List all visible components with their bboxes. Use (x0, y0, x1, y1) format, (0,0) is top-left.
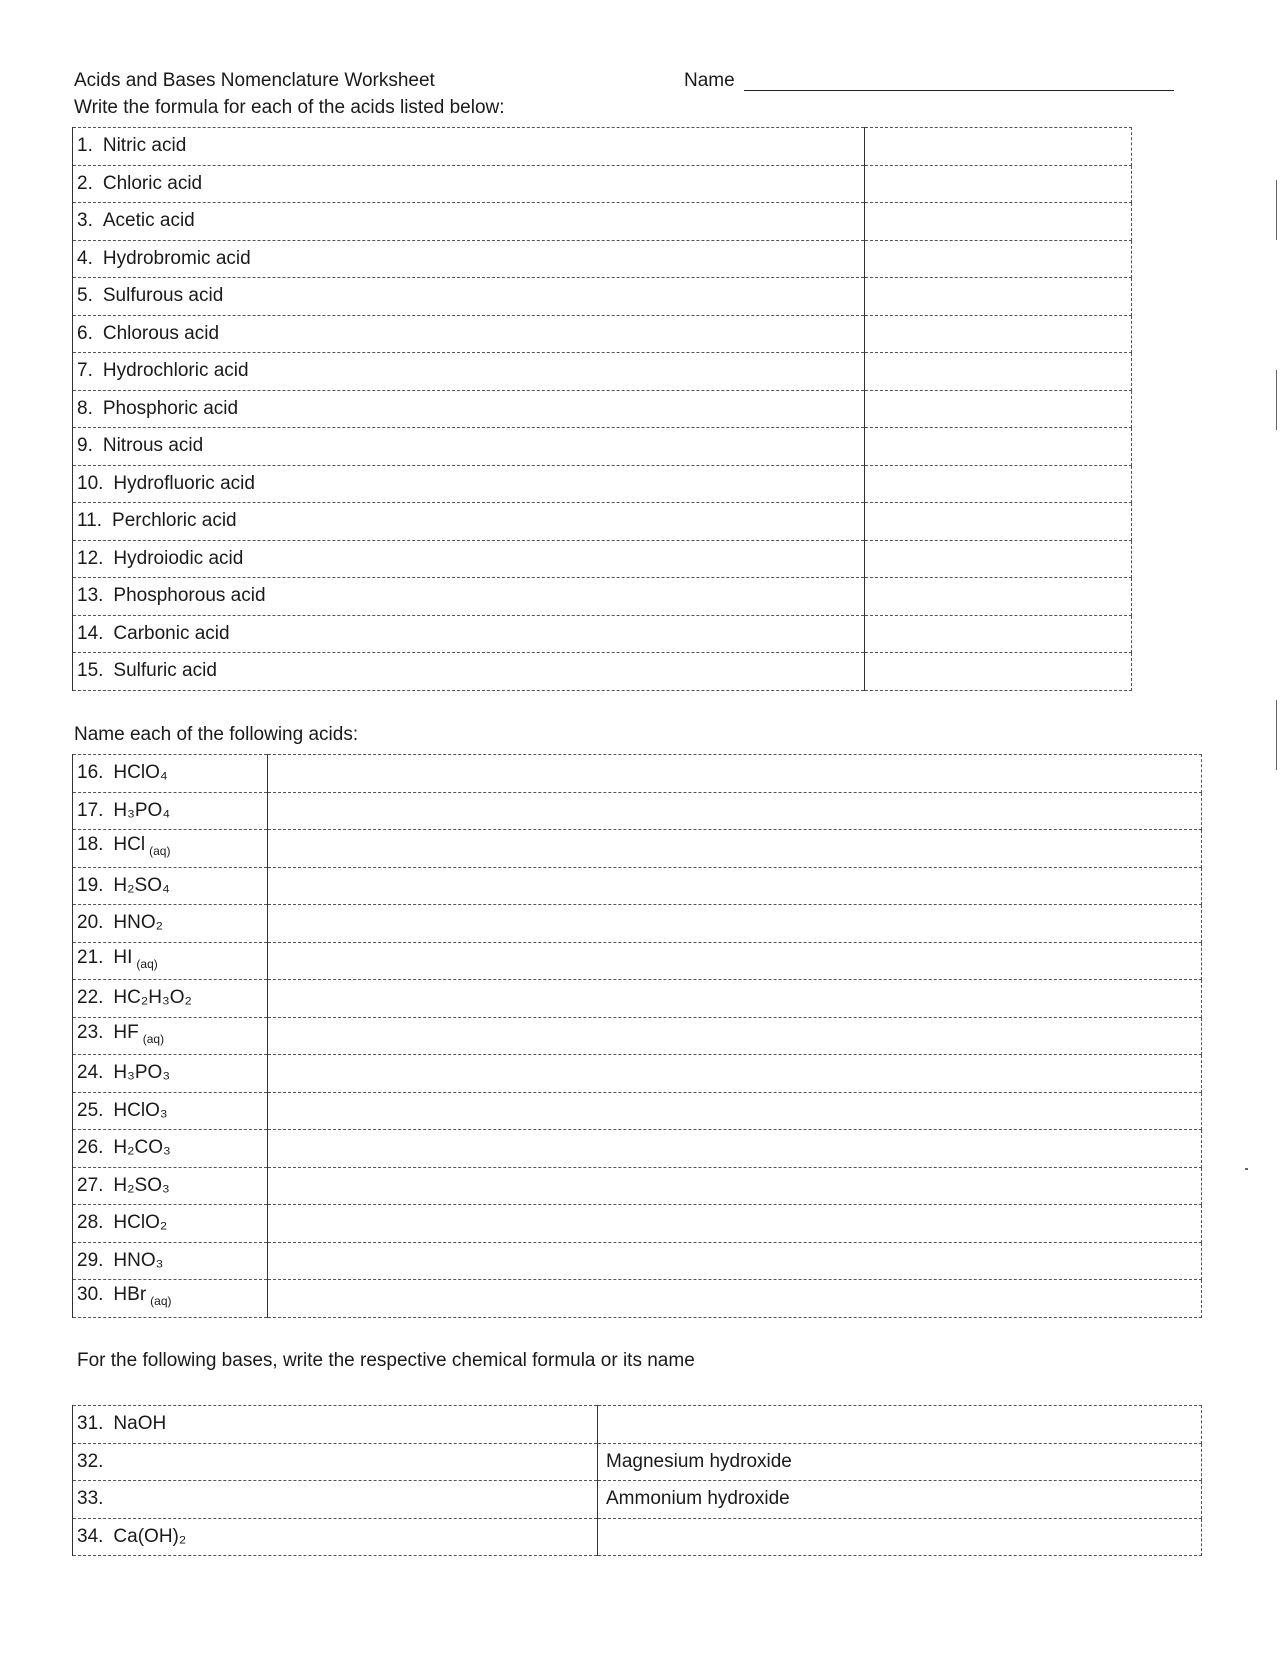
scan-mark (1245, 1168, 1248, 1170)
acid-formula: H₃PO₄ (113, 799, 171, 821)
scan-mark (1276, 700, 1277, 770)
acid-name: Sulfuric acid (113, 660, 217, 682)
acid-name-cell (73, 165, 865, 203)
base-name: Magnesium hydroxide (606, 1450, 792, 1472)
item-number: 32. (77, 1450, 104, 1472)
acid-formula-cell (73, 1167, 268, 1205)
acid-formula-cell (73, 755, 268, 793)
base-right-cell[interactable] (598, 1518, 1202, 1556)
acid-name-cell (73, 465, 865, 503)
table-row (73, 465, 1132, 503)
acid-formula: H₂CO₃ (113, 1137, 171, 1159)
item-number: 34. (77, 1525, 104, 1547)
name-answer-cell[interactable] (268, 830, 1202, 868)
acid-formula-cell (73, 1017, 268, 1055)
table-row (73, 428, 1132, 466)
base-formula: NaOH (113, 1413, 167, 1435)
acid-formula-table (72, 127, 1132, 691)
table-row (73, 1205, 1202, 1243)
name-input-line[interactable] (744, 90, 1174, 91)
acid-name: Chloric acid (102, 172, 203, 194)
acid-name-cell (73, 128, 865, 166)
item-number: 26. (77, 1137, 104, 1159)
name-answer-cell[interactable] (268, 1017, 1202, 1055)
acid-name: Phosphorous acid (113, 585, 266, 607)
name-answer-cell[interactable] (268, 1280, 1202, 1318)
base-right-cell[interactable] (598, 1406, 1202, 1444)
formula-answer-cell[interactable] (865, 203, 1132, 241)
base-right-cell (598, 1443, 1202, 1481)
acid-formula: HBr (113, 1284, 147, 1306)
table-row (73, 1481, 1202, 1519)
state-subscript: (aq) (149, 844, 171, 859)
table-row (73, 353, 1132, 391)
base-left-cell[interactable] (73, 1443, 598, 1481)
item-number: 24. (77, 1062, 104, 1084)
table-row (73, 1518, 1202, 1556)
formula-answer-cell[interactable] (865, 503, 1132, 541)
acid-name: Carbonic acid (113, 622, 230, 644)
formula-answer-cell[interactable] (865, 353, 1132, 391)
acid-formula: HCl (113, 834, 146, 856)
item-number: 20. (77, 912, 104, 934)
scan-mark (1276, 370, 1277, 430)
acid-formula-cell (73, 792, 268, 830)
table-row (73, 278, 1132, 316)
acid-name-table (72, 754, 1202, 1318)
base-left-cell[interactable] (73, 1481, 598, 1519)
acid-name-cell (73, 278, 865, 316)
section3-instruction: For the following bases, write the respective chemical formula or its name (77, 1350, 695, 1371)
worksheet-title: Acids and Bases Nomenclature Worksheet (74, 70, 435, 91)
name-answer-cell[interactable] (268, 942, 1202, 980)
acid-name: Hydroiodic acid (113, 547, 244, 569)
acid-formula: HI (113, 946, 133, 968)
acid-name: Nitric acid (102, 135, 187, 157)
acid-name-cell (73, 428, 865, 466)
item-number: 3. (77, 210, 93, 232)
name-answer-cell[interactable] (268, 1130, 1202, 1168)
table-row (73, 578, 1132, 616)
acid-name-cell (73, 315, 865, 353)
name-answer-cell[interactable] (268, 1092, 1202, 1130)
base-table (72, 1405, 1202, 1556)
item-number: 28. (77, 1212, 104, 1234)
table-row (73, 942, 1202, 980)
table-row (73, 165, 1132, 203)
table-row (73, 830, 1202, 868)
name-answer-cell[interactable] (268, 1242, 1202, 1280)
acid-formula: H₂SO₄ (113, 874, 170, 896)
item-number: 5. (77, 285, 93, 307)
item-number: 12. (77, 547, 104, 569)
name-answer-cell[interactable] (268, 867, 1202, 905)
formula-answer-cell[interactable] (865, 315, 1132, 353)
item-number: 18. (77, 834, 104, 856)
acid-name: Hydrobromic acid (102, 247, 251, 269)
state-subscript: (aq) (136, 956, 158, 971)
section2-instruction: Name each of the following acids: (74, 724, 359, 745)
acid-formula-cell (73, 1205, 268, 1243)
table-row (73, 128, 1132, 166)
table-row (73, 203, 1132, 241)
acid-formula: H₂SO₃ (113, 1174, 170, 1196)
base-left-cell (73, 1518, 598, 1556)
acid-formula-cell (73, 905, 268, 943)
acid-name-cell (73, 353, 865, 391)
name-label: Name (684, 70, 735, 91)
acid-name-cell (73, 240, 865, 278)
acid-formula-cell (73, 867, 268, 905)
acid-formula: HClO₄ (113, 762, 168, 784)
table-row (73, 1280, 1202, 1318)
table-row (73, 1055, 1202, 1093)
item-number: 29. (77, 1249, 104, 1271)
name-answer-cell[interactable] (268, 1167, 1202, 1205)
acid-formula-cell (73, 830, 268, 868)
item-number: 33. (77, 1488, 104, 1510)
acid-formula-cell (73, 1242, 268, 1280)
formula-answer-cell[interactable] (865, 465, 1132, 503)
acid-formula-cell (73, 1055, 268, 1093)
acid-name-cell (73, 540, 865, 578)
formula-answer-cell[interactable] (865, 390, 1132, 428)
item-number: 7. (77, 360, 93, 382)
formula-answer-cell[interactable] (865, 615, 1132, 653)
table-row (73, 905, 1202, 943)
table-row (73, 653, 1132, 691)
formula-answer-cell[interactable] (865, 428, 1132, 466)
formula-answer-cell[interactable] (865, 578, 1132, 616)
item-number: 4. (77, 247, 93, 269)
acid-formula-cell (73, 942, 268, 980)
item-number: 21. (77, 946, 104, 968)
acid-formula: HC₂H₃O₂ (113, 987, 192, 1009)
acid-formula: H₃PO₃ (113, 1062, 171, 1084)
acid-formula-cell (73, 980, 268, 1018)
state-subscript: (aq) (142, 1031, 165, 1046)
acid-name: Chlorous acid (102, 322, 220, 344)
acid-name-cell (73, 503, 865, 541)
table-row (73, 1167, 1202, 1205)
item-number: 1. (77, 135, 93, 157)
table-row (73, 540, 1132, 578)
item-number: 27. (77, 1174, 104, 1196)
acid-name: Nitrous acid (102, 435, 204, 457)
formula-answer-cell[interactable] (865, 278, 1132, 316)
name-answer-cell[interactable] (268, 1055, 1202, 1093)
base-left-cell (73, 1406, 598, 1444)
item-number: 6. (77, 322, 93, 344)
item-number: 10. (77, 472, 104, 494)
item-number: 8. (77, 397, 93, 419)
acid-name: Acetic acid (102, 210, 195, 232)
table-row (73, 1406, 1202, 1444)
table-row (73, 792, 1202, 830)
section1-instruction: Write the formula for each of the acids listed below: (74, 97, 505, 118)
acid-formula-cell (73, 1280, 268, 1318)
acid-formula-cell (73, 1092, 268, 1130)
item-number: 2. (77, 172, 93, 194)
item-number: 25. (77, 1099, 104, 1121)
table-row (73, 755, 1202, 793)
table-row (73, 315, 1132, 353)
formula-answer-cell[interactable] (865, 128, 1132, 166)
acid-name-cell (73, 578, 865, 616)
table-row (73, 1242, 1202, 1280)
formula-answer-cell[interactable] (865, 240, 1132, 278)
item-number: 13. (77, 585, 104, 607)
acid-name-cell (73, 615, 865, 653)
item-number: 11. (77, 510, 103, 532)
name-answer-cell[interactable] (268, 755, 1202, 793)
name-answer-cell[interactable] (268, 905, 1202, 943)
acid-formula: HNO₂ (113, 912, 164, 934)
table-row (73, 1092, 1202, 1130)
table-row (73, 867, 1202, 905)
item-number: 22. (77, 987, 104, 1009)
item-number: 16. (77, 762, 104, 784)
acid-name: Phosphoric acid (102, 397, 239, 419)
item-number: 15. (77, 660, 104, 682)
base-name: Ammonium hydroxide (606, 1488, 790, 1510)
acid-name-cell (73, 203, 865, 241)
table-row (73, 390, 1132, 428)
table-row (73, 1017, 1202, 1055)
item-number: 19. (77, 874, 104, 896)
formula-answer-cell[interactable] (865, 165, 1132, 203)
item-number: 9. (77, 435, 93, 457)
table-row (73, 980, 1202, 1018)
table-row (73, 1443, 1202, 1481)
table-row (73, 240, 1132, 278)
acid-formula: HF (113, 1021, 139, 1043)
acid-formula: HClO₃ (113, 1099, 168, 1121)
acid-formula-cell (73, 1130, 268, 1168)
item-number: 23. (77, 1021, 104, 1043)
acid-name-cell (73, 653, 865, 691)
acid-name-cell (73, 390, 865, 428)
table-row (73, 503, 1132, 541)
acid-name: Perchloric acid (112, 510, 237, 532)
acid-name: Sulfurous acid (102, 285, 224, 307)
acid-name: Hydrochloric acid (102, 360, 249, 382)
scan-mark (1276, 180, 1277, 240)
item-number: 14. (77, 622, 104, 644)
item-number: 31. (77, 1413, 104, 1435)
acid-name: Hydrofluoric acid (113, 472, 255, 494)
table-row (73, 615, 1132, 653)
table-row (73, 1130, 1202, 1168)
acid-formula: HNO₃ (113, 1249, 164, 1271)
item-number: 17. (77, 799, 104, 821)
formula-answer-cell[interactable] (865, 540, 1132, 578)
acid-formula: HClO₂ (113, 1212, 168, 1234)
base-formula: Ca(OH)₂ (113, 1525, 187, 1547)
name-answer-cell[interactable] (268, 1205, 1202, 1243)
name-answer-cell[interactable] (268, 980, 1202, 1018)
name-answer-cell[interactable] (268, 792, 1202, 830)
formula-answer-cell[interactable] (865, 653, 1132, 691)
base-right-cell (598, 1481, 1202, 1519)
item-number: 30. (77, 1284, 104, 1306)
state-subscript: (aq) (150, 1294, 172, 1309)
